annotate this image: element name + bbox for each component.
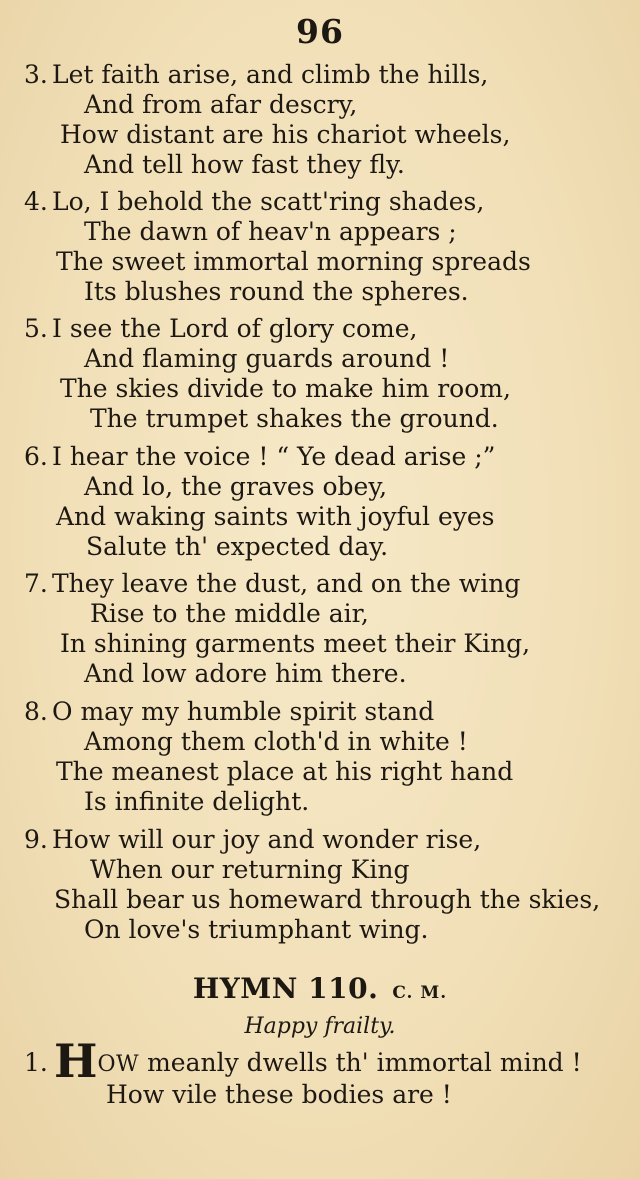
stanza-number: 6.	[24, 442, 48, 471]
stanza-line: Salute th' expected day.	[86, 532, 389, 561]
hymn-first-line	[24, 1034, 582, 1088]
stanza-number: 5.	[24, 314, 48, 343]
stanza-line: Shall bear us homeward through the skies,	[54, 885, 601, 914]
hymn-meter: C. M.	[392, 983, 448, 1003]
stanza-line: The skies divide to make him room,	[60, 374, 511, 403]
hymn-title-text: HYMN 110.	[192, 972, 379, 1005]
stanza-line: 8. O may my humble spirit stand	[24, 697, 435, 726]
stanza-line: How distant are his chariot wheels,	[60, 120, 511, 149]
stanza-line: Is infinite delight.	[84, 787, 310, 816]
stanza-line: The sweet immortal morning spreads	[56, 247, 531, 276]
stanza-line: 5. I see the Lord of glory come,	[24, 314, 418, 343]
stanza-number: 9.	[24, 825, 48, 854]
stanza-line: And low adore him there.	[84, 659, 407, 688]
stanza-number: 8.	[24, 697, 48, 726]
first-word-caps: OW	[97, 1052, 140, 1077]
drop-capital: H	[54, 1034, 98, 1088]
first-line-rest: meanly dwells th' immortal mind !	[139, 1048, 582, 1077]
stanza-line: On love's triumphant wing.	[84, 915, 429, 944]
hymn-second-line: How vile these bodies are !	[106, 1080, 452, 1109]
stanza-line: In shining garments meet their King,	[60, 629, 531, 658]
stanza-line: The dawn of heav'n appears ;	[84, 217, 457, 246]
stanza-line: Among them cloth'd in white !	[84, 727, 468, 756]
stanza-line: 4. Lo, I behold the scatt'ring shades,	[24, 187, 485, 216]
stanza-line: And waking saints with joyful eyes	[56, 502, 495, 531]
stanza-number: 3.	[24, 60, 48, 89]
stanza-line: The trumpet shakes the ground.	[90, 404, 499, 433]
stanza-line: 3. Let faith arise, and climb the hills,	[24, 60, 489, 89]
hymn-subtitle: Happy frailty.	[244, 1014, 396, 1039]
stanza-number: 1.	[24, 1048, 48, 1077]
stanza-line: And from afar descry,	[84, 90, 358, 119]
stanza-line: 7. They leave the dust, and on the wing	[24, 569, 521, 598]
stanza-line: And tell how fast they fly.	[84, 150, 405, 179]
stanza-number: 7.	[24, 569, 48, 598]
stanza-line: And lo, the graves obey,	[84, 472, 388, 501]
stanza-line: 6. I hear the voice ! “ Ye dead arise ;”	[24, 442, 496, 471]
page-number: 96	[296, 12, 344, 51]
stanza-line: Its blushes round the spheres.	[84, 277, 469, 306]
stanza-line: Rise to the middle air,	[90, 599, 369, 628]
hymn-title	[0, 972, 640, 1005]
stanza-line: The meanest place at his right hand	[56, 757, 514, 786]
stanza-line: When our returning King	[90, 855, 410, 884]
stanza-number: 4.	[24, 187, 48, 216]
stanza-line: And flaming guards around !	[84, 344, 450, 373]
stanza-line: 9. How will our joy and wonder rise,	[24, 825, 482, 854]
